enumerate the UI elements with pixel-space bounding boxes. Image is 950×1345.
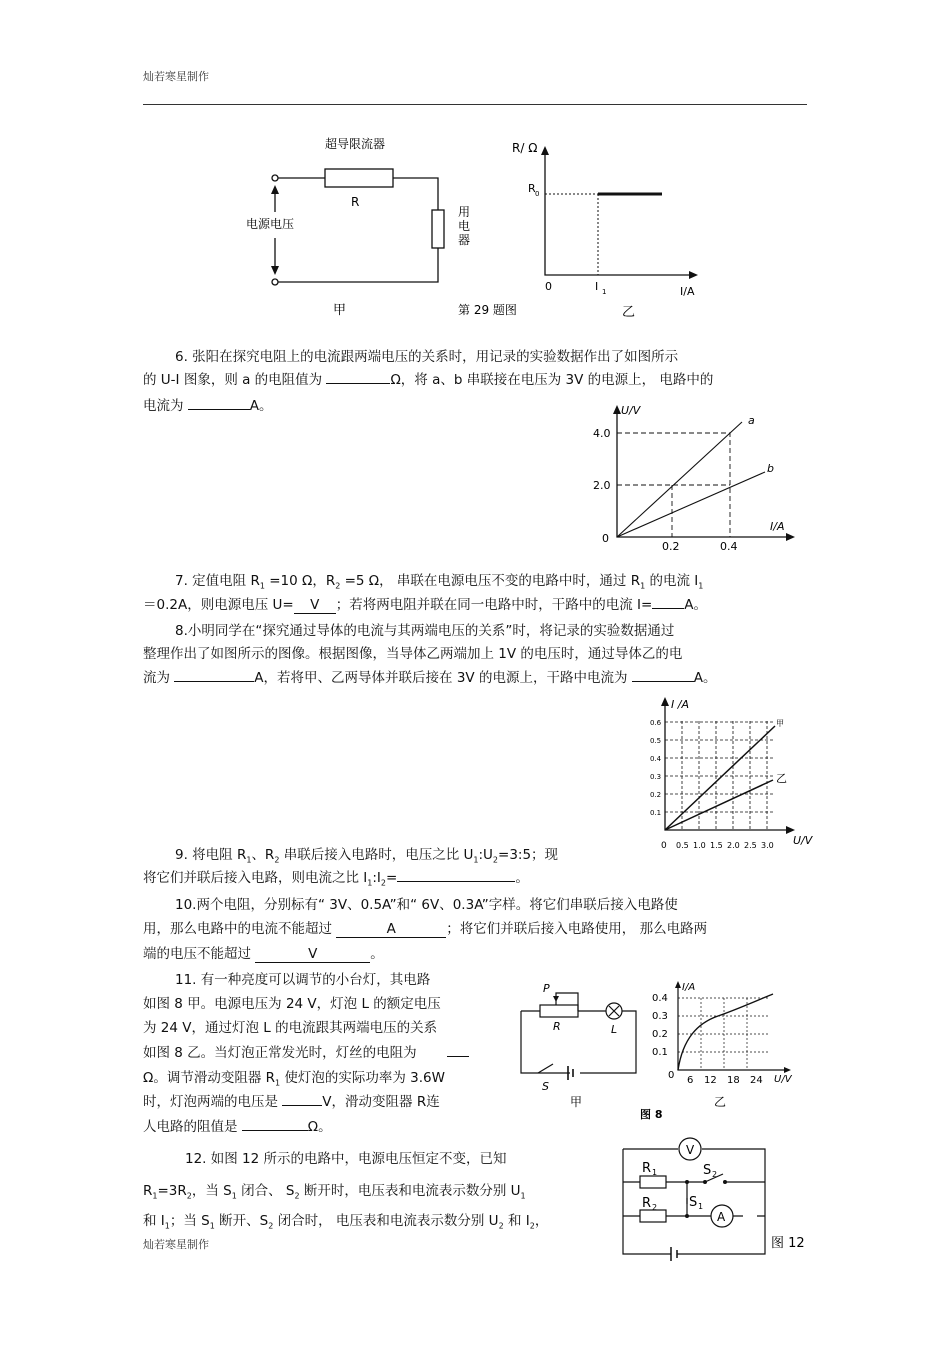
jia-label: 甲 bbox=[570, 1095, 583, 1109]
q6-line-2: 的 U-I 图象，则 a 的电阻值为 Ω，将 a、b 串联接在电压为 3V 的电源上， 电路中的 bbox=[143, 372, 714, 388]
q10-blank-current[interactable]: A bbox=[336, 922, 446, 938]
q11-blank-resistance[interactable] bbox=[447, 1056, 469, 1057]
x-axis-label: I/A bbox=[770, 520, 785, 533]
q11-line-2: 如图 8 甲。电源电压为 24 V，灯泡 L 的额定电压 bbox=[143, 996, 441, 1012]
load-label-3: 器 bbox=[458, 233, 471, 247]
figure-12-caption: 图 12 bbox=[771, 1236, 805, 1251]
x-tick-6: 6 bbox=[687, 1075, 694, 1086]
page-footer: 灿若寒星制作 bbox=[143, 1238, 209, 1251]
q12-line-1: 12. 如图 12 所示的电路中，电源电压恒定不变，已知 bbox=[185, 1151, 507, 1167]
figure-6-ui-graph bbox=[590, 402, 800, 552]
p-label: P bbox=[543, 982, 550, 995]
q7-blank-voltage[interactable]: V bbox=[294, 598, 336, 614]
q11-blank-voltage[interactable] bbox=[282, 1105, 322, 1106]
figure-29 bbox=[230, 130, 710, 325]
q10-blank-voltage[interactable]: V bbox=[255, 947, 370, 963]
y-tick-0.2: 0.2 bbox=[650, 791, 662, 799]
i-axis-label: I/A bbox=[680, 285, 695, 298]
q9-blank-ratio[interactable] bbox=[397, 881, 515, 882]
y-tick-0.1: 0.1 bbox=[650, 809, 662, 817]
q6-line-1: 6. 张阳在探究电阻上的电流跟两端电压的关系时，用记录的实验数据作出了如图所示 bbox=[175, 349, 679, 365]
r-label: R bbox=[351, 195, 360, 209]
origin-label: 0 bbox=[668, 1070, 675, 1081]
i1-sub: 1 bbox=[602, 288, 607, 296]
figure-12-circuit bbox=[615, 1134, 815, 1264]
q12-line-2: $R_1=3R_2$，当 $S_1$ 闭合、 $S_2$ 断开时，电压表和电流表示数分别 $U_1$ bbox=[143, 1183, 526, 1201]
q10-line-1: 10.两个电阻，分别标有“ 3V、0.5A”和“ 6V、0.3A”字样。将它们串联后接入电路使 bbox=[175, 897, 678, 913]
q11-line-1: 11. 有一种亮度可以调节的小台灯，其电路 bbox=[175, 972, 431, 988]
q10-line-3: 端的电压不能超过 V 。 bbox=[143, 946, 384, 962]
y-tick-0.3: 0.3 bbox=[652, 1011, 668, 1022]
yi-label: 乙 bbox=[714, 1095, 727, 1109]
r2-label: R bbox=[642, 1196, 652, 1211]
x-tick-0.4: 0.4 bbox=[720, 540, 738, 552]
origin-label: 0 bbox=[661, 841, 667, 851]
r1-label: R bbox=[642, 1161, 652, 1176]
switch-label: S bbox=[542, 1080, 549, 1093]
x-tick-0.5: 0.5 bbox=[676, 841, 689, 850]
x-axis-label: U/V bbox=[774, 1074, 792, 1085]
y-tick-0.5: 0.5 bbox=[650, 737, 662, 745]
q11-line-3: 为 24 V，通过灯泡 L 的电流跟其两端电压的关系 bbox=[143, 1020, 438, 1036]
x-tick-24: 24 bbox=[750, 1075, 763, 1086]
x-tick-0.2: 0.2 bbox=[662, 540, 680, 552]
load-label-1: 用 bbox=[458, 205, 471, 219]
q8-line-3: 流为 A，若将甲、乙两导体并联后接在 3V 的电源上，干路中电流为 A。 bbox=[143, 670, 717, 686]
limiter-label: 超导限流器 bbox=[325, 137, 386, 151]
line-b-label: b bbox=[767, 462, 774, 475]
y-tick-0.3: 0.3 bbox=[650, 773, 662, 781]
x-tick-2.0: 2.0 bbox=[727, 841, 740, 850]
line-yi-label: 乙 bbox=[776, 772, 787, 785]
q12-line-3: 和 $I_1$；当 $S_1$ 断开、$S_2$ 闭合时， 电压表和电流表示数分别 $U_2$ 和 $I_2$， bbox=[143, 1213, 549, 1231]
q9-line-1: 9. 将电阻 $R_1$、$R_2$ 串联后接入电路时，电压之比 $U_1:U_2=3:5$；现 bbox=[175, 847, 559, 865]
ammeter-label: A bbox=[717, 1210, 726, 1224]
q10-line-2: 用，那么电路中的电流不能超过 A ；将它们并联后接入电路使用， 那么电路两 bbox=[143, 921, 708, 937]
y-axis-label: I /A bbox=[671, 698, 689, 711]
x-tick-18: 18 bbox=[727, 1075, 740, 1086]
y-tick-0.6: 0.6 bbox=[650, 719, 662, 727]
q8-blank-total[interactable] bbox=[632, 681, 694, 682]
s1-sub: 1 bbox=[698, 1202, 704, 1211]
y-tick-4: 4.0 bbox=[593, 427, 611, 440]
q11-blank-rheostat[interactable] bbox=[242, 1130, 308, 1131]
r0-sub: 0 bbox=[535, 190, 540, 198]
y-axis-label: I/A bbox=[682, 982, 696, 993]
q6-line-3: 电流为 A。 bbox=[143, 398, 273, 414]
origin-label: 0 bbox=[602, 532, 609, 545]
q9-line-2: 将它们并联后接入电路，则电流之比 $I_1:I_2=$ 。 bbox=[143, 870, 529, 888]
x-tick-1.0: 1.0 bbox=[693, 841, 706, 850]
q8-line-1: 8.小明同学在“探究通过导体的电流与其两端电压的关系”时，将记录的实验数据通过 bbox=[175, 623, 675, 639]
q6-blank-current[interactable] bbox=[188, 409, 250, 410]
source-label: 电源电压 bbox=[246, 217, 295, 231]
x-tick-3.0: 3.0 bbox=[761, 841, 774, 850]
q11-line-5: Ω。调节滑动变阻器 $R_1$ 使灯泡的实际功率为 3.6W bbox=[143, 1070, 445, 1088]
figure-29-caption: 第 29 题图 bbox=[458, 303, 517, 317]
q6-blank-resistance[interactable] bbox=[326, 383, 390, 384]
q11-line-6: 时，灯泡两端的电压是 V，滑动变阻器 R连 bbox=[143, 1094, 440, 1110]
q7-blank-current[interactable] bbox=[652, 608, 684, 609]
q11-line-7: 人电路的阻值是 Ω。 bbox=[143, 1119, 332, 1135]
load-label-2: 电 bbox=[458, 219, 471, 233]
s1-label: S bbox=[689, 1195, 698, 1210]
r2-sub: 2 bbox=[652, 1203, 658, 1212]
page-header: 灿若寒星制作 bbox=[143, 70, 209, 83]
y-tick-0.4: 0.4 bbox=[652, 993, 668, 1004]
q7-line-2: ＝0.2A，则电源电压 U= V ；若将两电阻并联在同一电路中时，干路中的电流 I= A。 bbox=[143, 597, 708, 613]
s2-sub: 2 bbox=[712, 1170, 718, 1179]
q11-line-4: 如图 8 乙。当灯泡正常发光时，灯丝的电阻为 bbox=[143, 1044, 469, 1062]
q8-blank-current[interactable] bbox=[174, 681, 254, 682]
figure-8-caption: 图 8 bbox=[640, 1108, 663, 1121]
x-axis-label: U/V bbox=[793, 834, 813, 847]
yi-label: 乙 bbox=[622, 305, 636, 320]
y-tick-0.2: 0.2 bbox=[652, 1029, 668, 1040]
figure-8-iu-graph bbox=[645, 692, 825, 862]
r1-sub: 1 bbox=[652, 1168, 658, 1177]
voltmeter-label: V bbox=[686, 1143, 695, 1157]
jia-label: 甲 bbox=[333, 303, 347, 318]
r-axis-label: R/ Ω bbox=[512, 141, 538, 155]
figure-8-circuit bbox=[518, 978, 808, 1123]
line-jia-label: 甲 bbox=[776, 719, 784, 728]
r-label: R bbox=[553, 1020, 561, 1033]
lamp-label: L bbox=[611, 1023, 618, 1036]
y-tick-2: 2.0 bbox=[593, 479, 611, 492]
origin-label: 0 bbox=[545, 280, 552, 293]
x-tick-12: 12 bbox=[704, 1075, 717, 1086]
q7-line-1: 7. 定值电阻 $R_1 =10$ Ω，$R_2 =5$ Ω， 串联在电源电压不变的电路中时，通过 $R_1$ 的电流 $I_1$ bbox=[175, 573, 704, 591]
y-tick-0.1: 0.1 bbox=[652, 1047, 668, 1058]
line-a-label: a bbox=[748, 414, 755, 427]
q8-line-2: 整理作出了如图所示的图像。根据图像，当导体乙两端加上 1V 的电压时，通过导体乙的电 bbox=[143, 646, 683, 662]
header-rule bbox=[143, 104, 807, 105]
r0-label: R bbox=[528, 182, 536, 195]
i1-label: I bbox=[595, 280, 599, 293]
y-tick-0.4: 0.4 bbox=[650, 755, 662, 763]
x-tick-2.5: 2.5 bbox=[744, 841, 757, 850]
s2-label: S bbox=[703, 1163, 712, 1178]
x-tick-1.5: 1.5 bbox=[710, 841, 723, 850]
y-axis-label: U/V bbox=[621, 404, 641, 417]
